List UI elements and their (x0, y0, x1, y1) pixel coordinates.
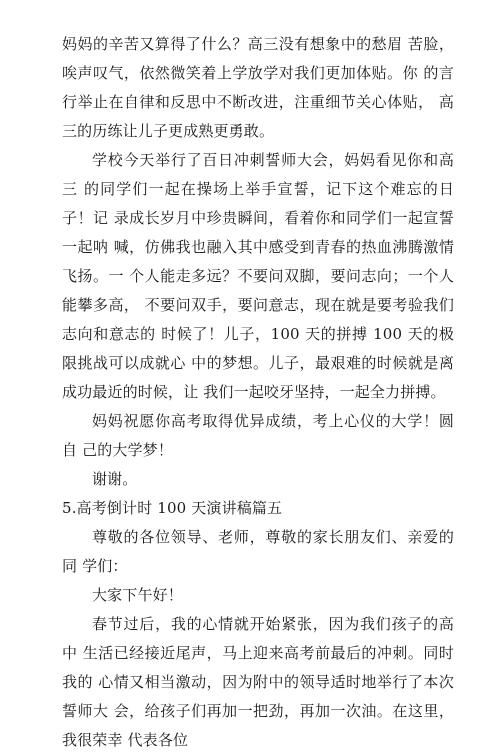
paragraph-greeting: 大家下午好！ (92, 586, 183, 604)
document-body (62, 30, 454, 755)
paragraph-salutation: 尊敬的各位领导、老师，尊敬的家长朋友们、亲爱的同 学们： (62, 528, 454, 575)
paragraph-pledge-meeting: 学校今天举行了百日冲刺誓师大会，妈妈看见你和高三 的同学们一起在操场上举手宣誓，记下这个难忘的日子！记 录成长岁月中珍贵瞬间，看着你和同学们一起宣誓一起呐 喊，仿佛我也融入其中感受到青春的热血沸腾激情飞扬。一 个人能走多远？不要问双脚，要问志向；一个人能攀多高， 不要问双手，要问意志，现在就是要考验我们志向和意志的 时候了！儿子，100 天的拼搏 100 天的极限挑战可以成就心 中的梦想。儿子，最艰难的时候就是离成功最近的时候，让 我们一起咬牙坚持，一起全力拼搏。 (62, 151, 454, 401)
paragraph-best-wishes: 妈妈祝愿你高考取得优异成绩，考上心仪的大学！圆自 己的大学梦！ (62, 412, 454, 459)
paragraph-spring-festival: 春节过后，我的心情就开始紧张，因为我们孩子的高中 生活已经接近尾声，马上迎来高考前最后的冲刺。同时我的 心情又相当激动，因为附中的领导适时地举行了本次誓师大 会，给孩子们再加一把劲，再加一次油。在这里，我很荣幸 代表各位 (62, 615, 454, 749)
paragraph-thanks: 谢谢。 (92, 470, 138, 488)
section-heading: 5.高考倒计时 100 天演讲稿篇五 (62, 499, 283, 517)
paragraph-mother-hardship: 妈妈的辛苦又算得了什么？高三没有想象中的愁眉 苦脸，唉声叹气，依然微笑着上学放学对我们更加体贴。你 的言行举止在自律和反思中不断改进，注重细节关心体贴， 高三的历练让儿子更成熟更勇敢。 (62, 35, 454, 140)
